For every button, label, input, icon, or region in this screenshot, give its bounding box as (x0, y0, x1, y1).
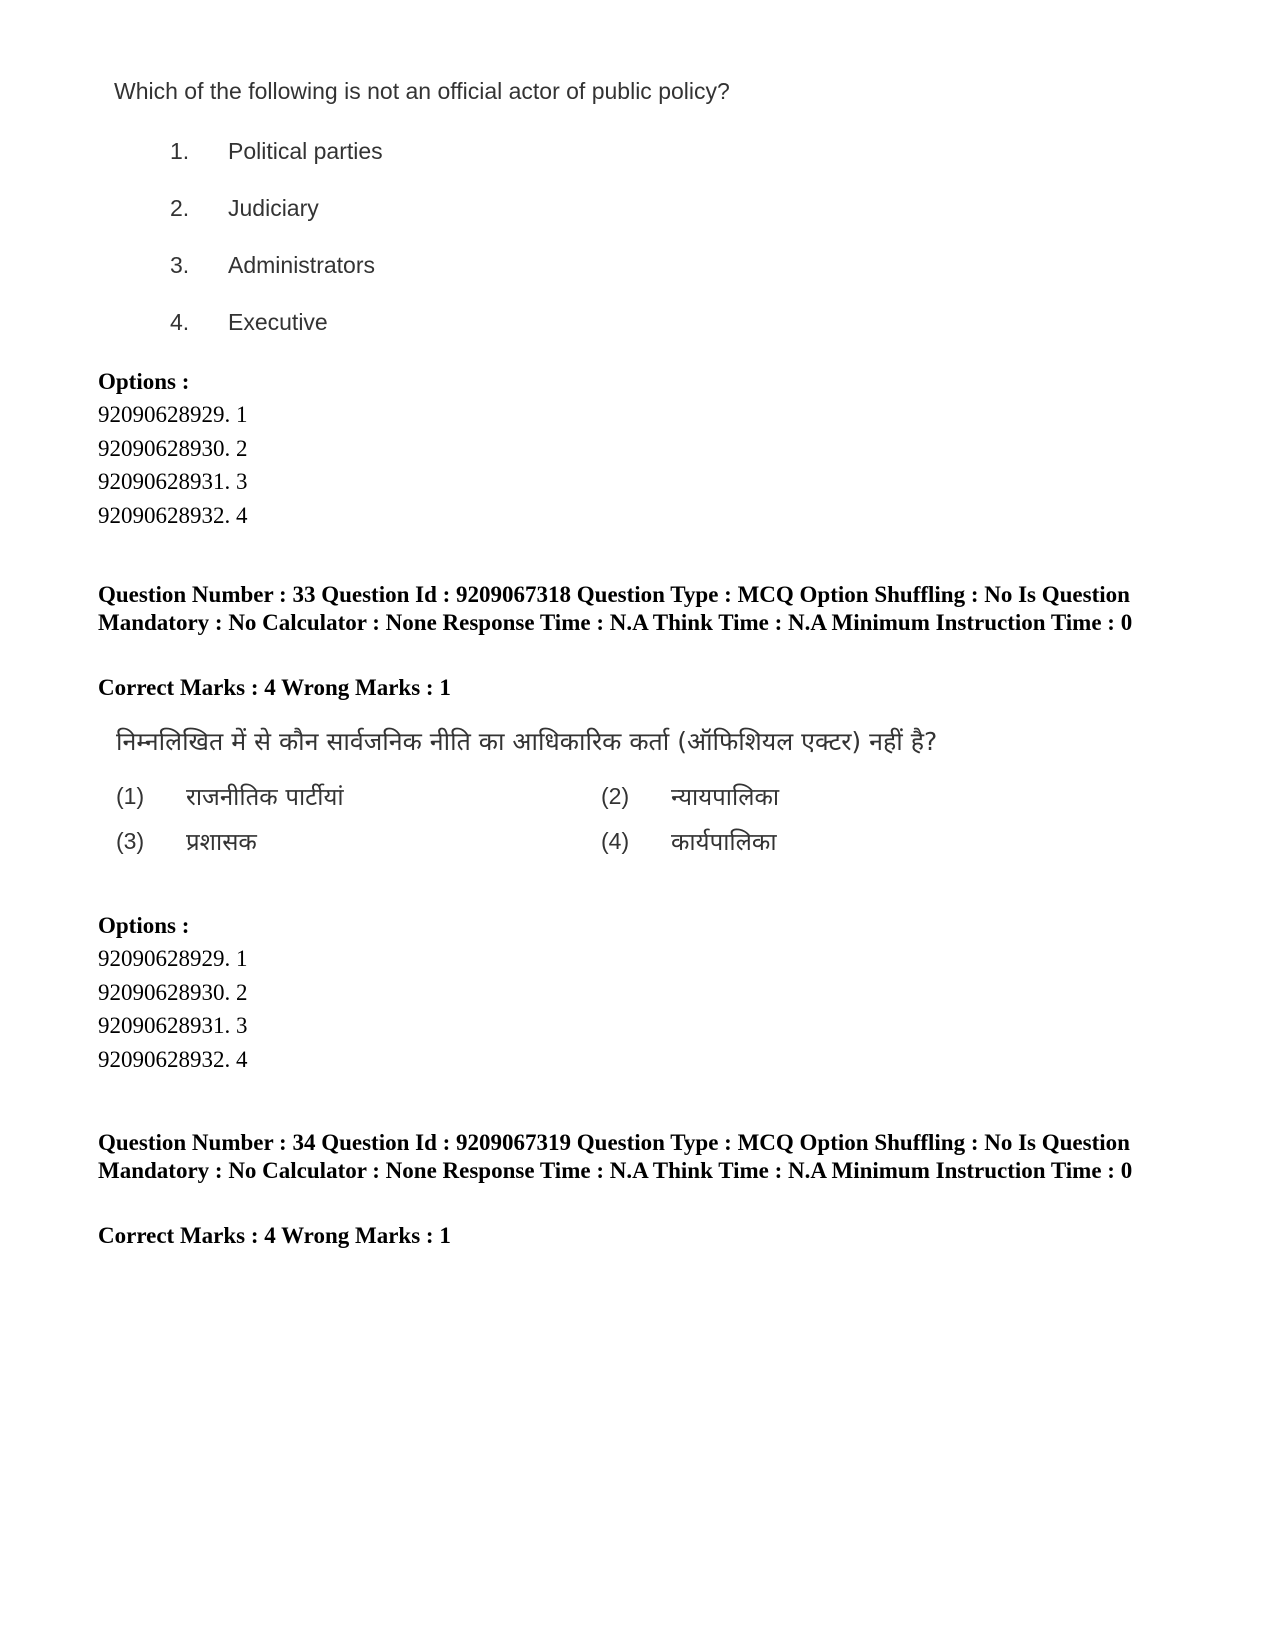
choice-list (98, 123, 798, 351)
question-image-english (98, 70, 798, 351)
choice-text: Administrators (228, 252, 375, 278)
choice-text: न्यायपालिका (671, 783, 780, 811)
choice-text: कार्यपालिका (671, 828, 777, 856)
choice-number: 3. (170, 252, 190, 278)
choice-text: Judiciary (228, 195, 319, 221)
choice-number: 4. (170, 309, 190, 335)
choice-text: प्रशासक (186, 828, 257, 856)
option-id-line: 92090628932. 4 (98, 502, 248, 528)
choice-number: 1. (170, 138, 190, 164)
choice-item (98, 780, 583, 813)
choice-item (98, 825, 583, 858)
choice-item (98, 294, 798, 351)
option-id-line: 92090628932. 4 (98, 1046, 248, 1072)
choice-text: Political parties (228, 138, 383, 164)
choice-number: (1) (116, 783, 145, 809)
options-block (98, 909, 248, 1076)
option-id-line: 92090628931. 3 (98, 1013, 248, 1038)
question-image-hindi (98, 724, 978, 858)
choice-item (583, 825, 883, 858)
option-id-line: 92090628929. 1 (98, 946, 248, 971)
question-metadata: Question Number : 34 Question Id : 9209067319 Question Type : MCQ Option Shuffling : No Is Question Mandatory : No Calculator : None Response Time : N.A Think Time : N.A Minimum Instruction Time : 0 (98, 1130, 1133, 1183)
choice-item (583, 780, 883, 813)
marks-line: Correct Marks : 4 Wrong Marks : 1 (98, 1223, 451, 1248)
choice-number: (3) (116, 828, 145, 854)
option-id-line: 92090628930. 2 (98, 435, 248, 461)
options-block (98, 365, 248, 532)
choice-item (98, 180, 798, 237)
choice-item (98, 123, 798, 180)
question-stem: निम्नलिखित में से कौन सार्वजनिक नीति का आधिकारिक कर्ता (ऑफिशियल एक्टर) नहीं है? (116, 727, 938, 756)
options-label: Options : (98, 369, 190, 394)
choice-number: (4) (601, 828, 630, 854)
choice-text: राजनीतिक पार्टीयां (186, 783, 344, 811)
choice-grid (98, 780, 978, 858)
option-id-line: 92090628930. 2 (98, 979, 248, 1005)
question-metadata: Question Number : 33 Question Id : 9209067318 Question Type : MCQ Option Shuffling : No Is Question Mandatory : No Calculator : None Response Time : N.A Think Time : N.A Minimum Instruction Time : 0 (98, 582, 1133, 635)
option-id-line: 92090628931. 3 (98, 469, 248, 494)
choice-number: (2) (601, 783, 630, 809)
choice-text: Executive (228, 309, 328, 335)
question-stem: Which of the following is not an official actor of public policy? (114, 78, 730, 104)
choice-item (98, 237, 798, 294)
choice-number: 2. (170, 195, 190, 221)
option-id-line: 92090628929. 1 (98, 402, 248, 427)
options-label: Options : (98, 913, 190, 938)
marks-line: Correct Marks : 4 Wrong Marks : 1 (98, 675, 451, 700)
